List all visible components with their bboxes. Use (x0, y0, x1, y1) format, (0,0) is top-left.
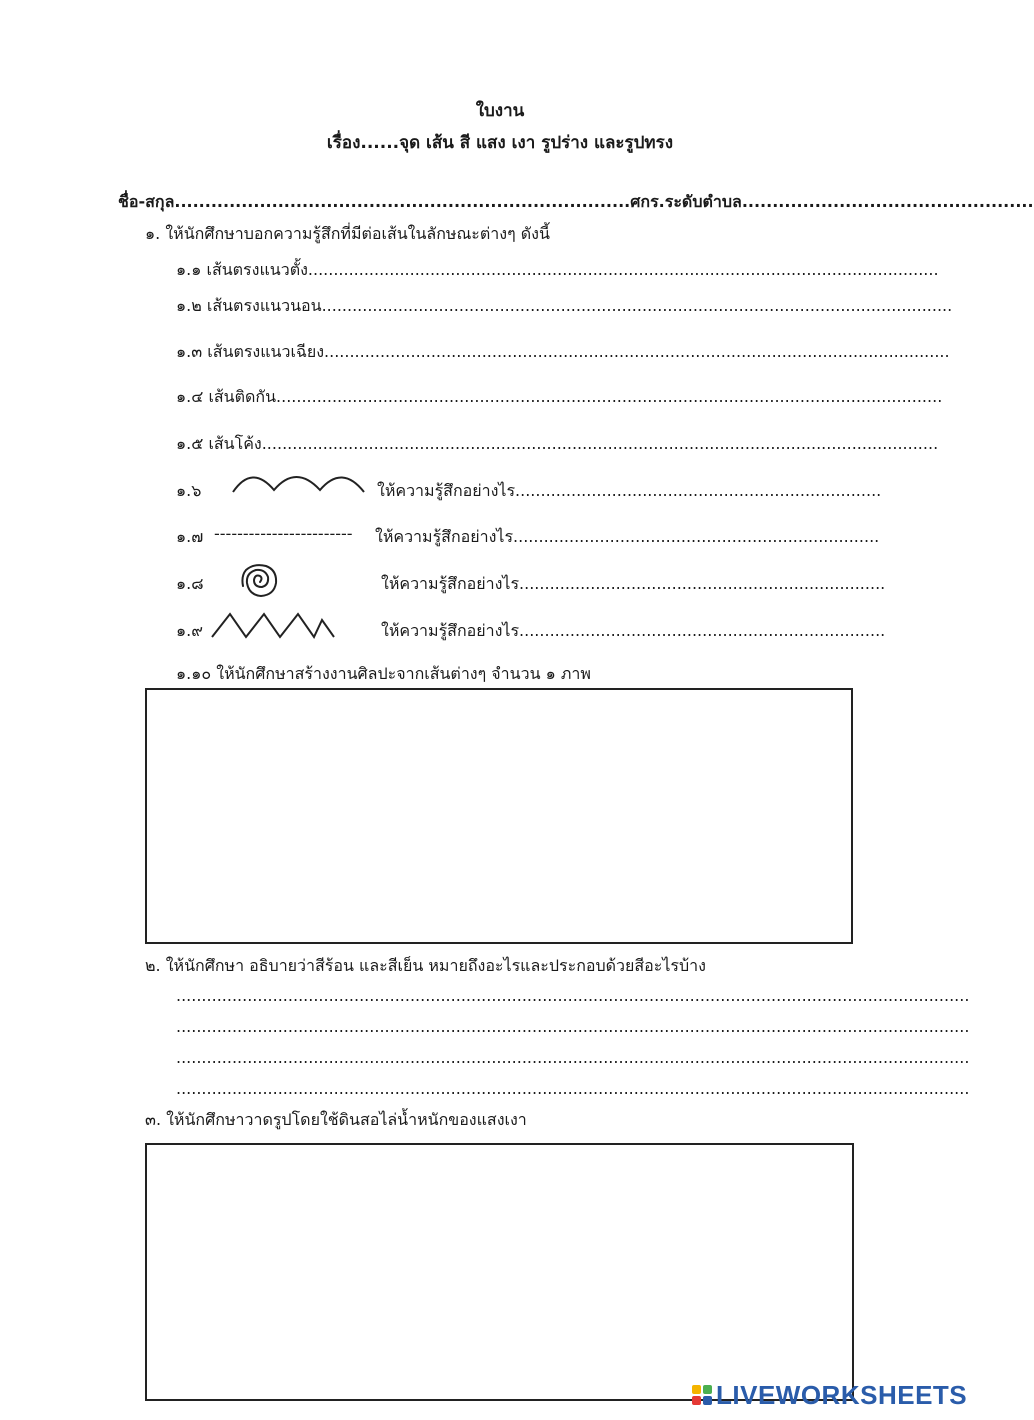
logo-mark-icon (692, 1385, 712, 1405)
logo-square-1 (692, 1385, 701, 1394)
liveworksheets-logo (692, 1380, 967, 1410)
logo-square-4 (703, 1396, 712, 1405)
q1-item-10: ๑.๑๐ ให้นักศึกษาสร้างงานศิลปะจากเส้นต่างๆ จำนวน ๑ ภาพ (176, 664, 591, 683)
q1-7-answer-field[interactable] (522, 522, 886, 548)
art-drawing-box[interactable] (145, 688, 853, 944)
q2-dotted-line-4: ............................................................................................................................................................ (176, 1079, 970, 1098)
shading-drawing-box[interactable] (145, 1143, 854, 1401)
q2-dotted-line-2: ............................................................................................................................................................ (176, 1017, 970, 1036)
q1-6-answer-field[interactable] (524, 476, 884, 502)
q1-3-answer-field[interactable] (334, 337, 884, 363)
q1-item-3: ๑.๓ เส้นตรงแนวเฉียง........................................................................................................................... (176, 342, 950, 361)
q2-dotted-line-3: ............................................................................................................................................................ (176, 1048, 970, 1067)
q1-item-7: ๑.๗ (176, 527, 204, 546)
q1-item-9: ๑.๙ (176, 621, 203, 640)
center-answer-field[interactable] (662, 188, 881, 214)
q1-item-6: ๑.๖ (176, 481, 202, 500)
q1-item-2: ๑.๒ เส้นตรงแนวนอน............................................................................................................................ (176, 296, 953, 315)
q3-label: ๓. ให้นักศึกษาวาดรูปโดยใช้ดินสอไล่น้ำหนักของแสงเงา (145, 1110, 527, 1129)
worksheet-title: ใบงาน (475, 101, 525, 121)
worksheet-subtitle: เรื่อง......จุด เส้น สี แสง เงา รูปร่าง และรูปทรง (326, 133, 674, 153)
q1-7-prompt: ให้ความรู้สึกอย่างไร........................................................................ (375, 527, 880, 546)
q2-label: ๒. ให้นักศึกษา อธิบายว่าสีร้อน และสีเย็น หมายถึงอะไรและประกอบด้วยสีอะไรบ้าง (145, 956, 706, 975)
q1-6-prompt: ให้ความรู้สึกอย่างไร........................................................................ (377, 481, 882, 500)
logo-text: LIVEWORKSHEETS (716, 1379, 968, 1410)
q1-1-answer-field[interactable] (322, 255, 878, 281)
q1-8-answer-field[interactable] (528, 569, 884, 595)
name-answer-field[interactable] (184, 188, 533, 214)
zigzag-line-icon (210, 610, 336, 640)
q1-item-8: ๑.๘ (176, 574, 204, 593)
q1-9-answer-field[interactable] (528, 616, 884, 642)
q1-item-1: ๑.๑ เส้นตรงแนวตั้ง............................................................................................................................ (176, 260, 939, 279)
q1-2-answer-field[interactable] (334, 291, 884, 317)
name-line: ชื่อ-สกุล...........................................................................ศกร.ระดับตำบล................................................ (118, 192, 1034, 211)
q1-9-prompt: ให้ความรู้สึกอย่างไร........................................................................ (381, 621, 886, 640)
q1-5-answer-field[interactable] (268, 429, 878, 455)
spiral-line-icon (238, 562, 282, 602)
q2-dotted-line-1: ............................................................................................................................................................ (176, 986, 970, 1005)
q1-4-answer-field[interactable] (286, 382, 884, 408)
q1-item-4: ๑.๔ เส้นติดกัน................................................................................................................................... (176, 387, 943, 406)
q2-answer-field[interactable] (176, 982, 970, 1104)
logo-square-2 (703, 1385, 712, 1394)
dashed-line-sample: ------------------------ (214, 524, 353, 543)
q1-label: ๑. ให้นักศึกษาบอกความรู้สึกที่มีต่อเส้นในลักษณะต่างๆ ดังนี้ (145, 224, 550, 243)
q1-item-5: ๑.๕ เส้นโค้ง..................................................................................................................................... (176, 434, 939, 453)
wave-line-icon (230, 468, 368, 498)
logo-square-3 (692, 1396, 701, 1405)
q1-8-prompt: ให้ความรู้สึกอย่างไร........................................................................ (381, 574, 886, 593)
